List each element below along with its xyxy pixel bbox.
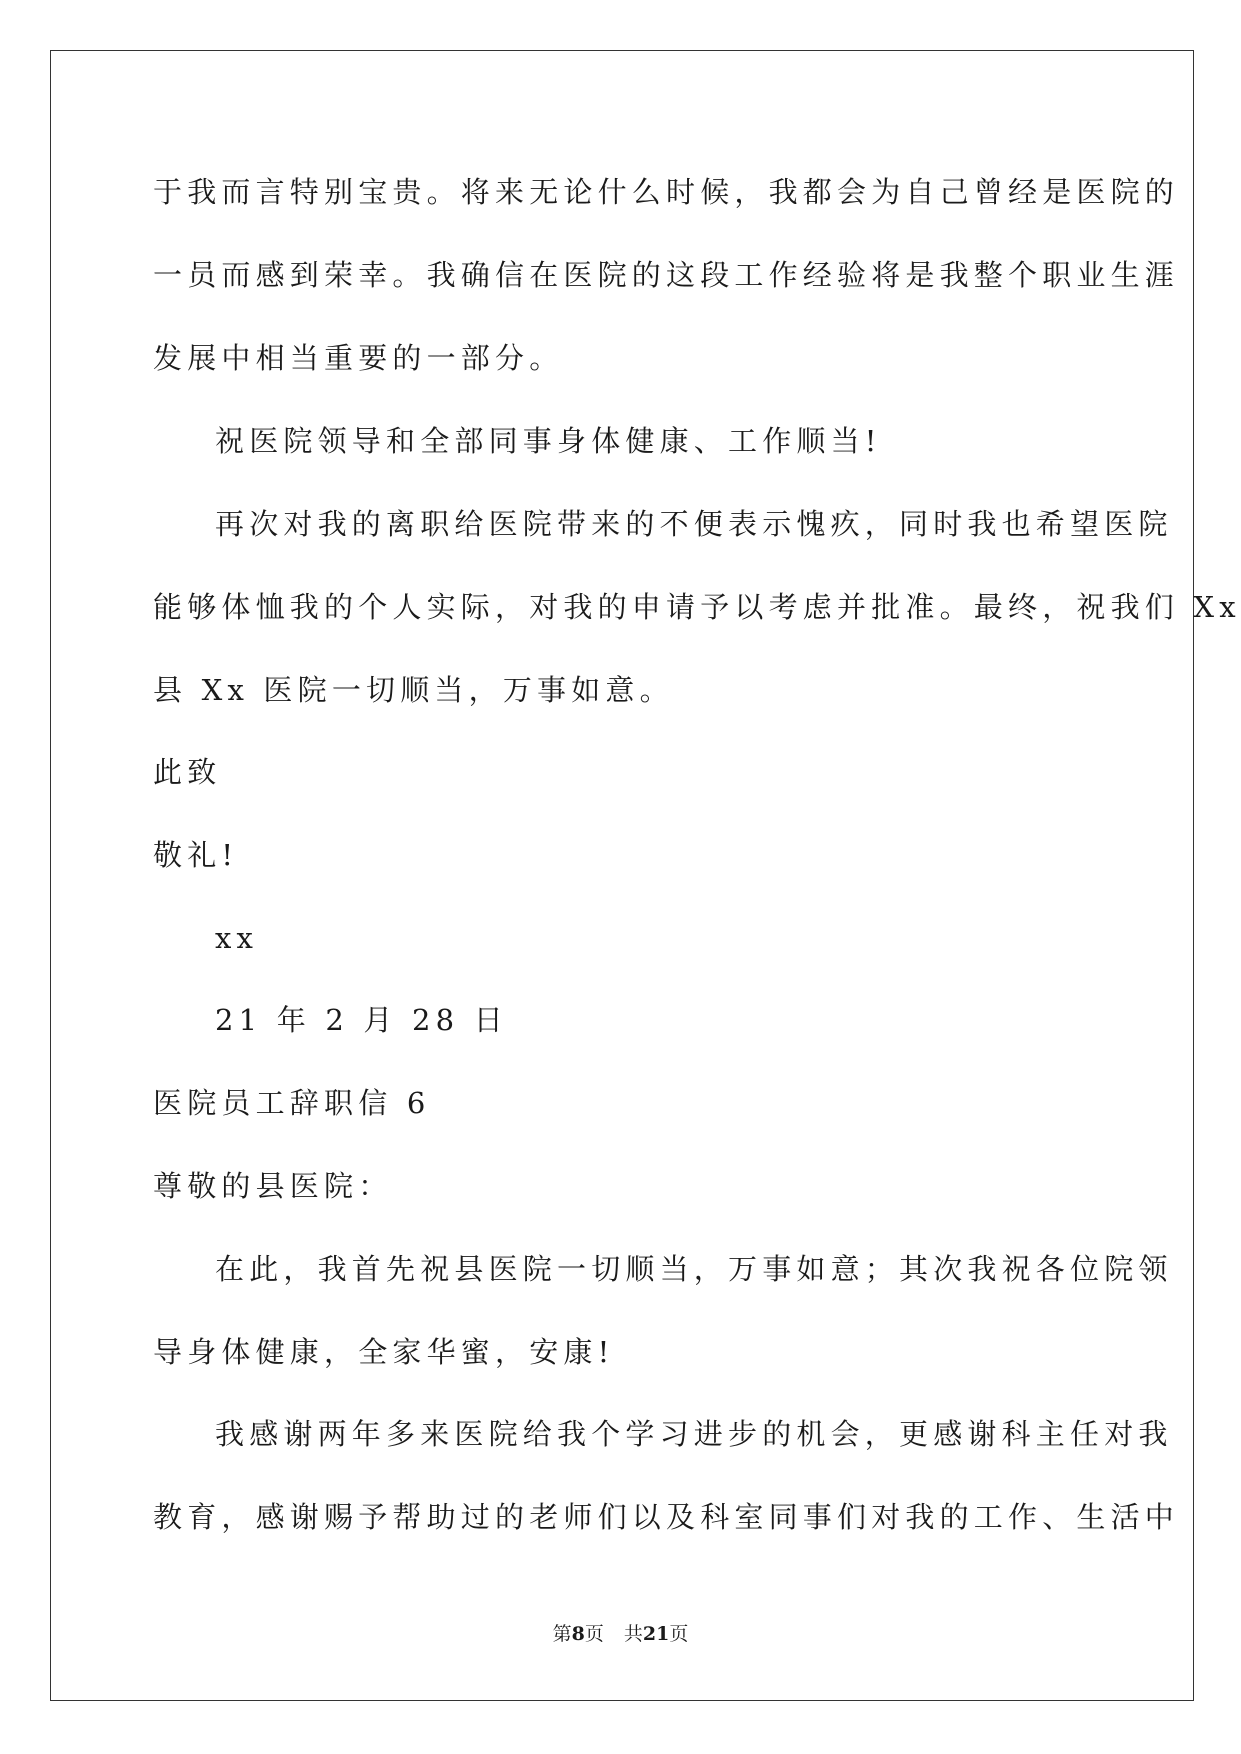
- body-line-11: 教育，感谢赐予帮助过的老师们以及科室同事们对我的工作、生活中: [153, 1500, 1180, 1534]
- body-line-10: 我感谢两年多来医院给我个学习进步的机会，更感谢科主任对我: [215, 1417, 1173, 1451]
- section-heading: 医院员工辞职信 6: [153, 1086, 431, 1120]
- closing-salutation: 此致: [153, 755, 222, 789]
- body-line-1: 于我而言特别宝贵。将来无论什么时候，我都会为自己曾经是医院的: [153, 175, 1180, 209]
- page-footer: [0, 1622, 1241, 1646]
- body-line-9: 导身体健康，全家华蜜，安康!: [153, 1335, 615, 1369]
- closing-regards: 敬礼!: [153, 838, 239, 872]
- footer-page-suffix: 页: [584, 1623, 604, 1645]
- footer-total-prefix: 共: [623, 1623, 643, 1645]
- footer-total-pages: 21: [642, 1623, 670, 1645]
- letter-greeting: 尊敬的县医院：: [153, 1169, 393, 1203]
- body-line-4: 祝医院领导和全部同事身体健康、工作顺当!: [215, 424, 882, 458]
- body-line-2: 一员而感到荣幸。我确信在医院的这段工作经验将是我整个职业生涯: [153, 258, 1180, 292]
- signature-date: 21 年 2 月 28 日: [215, 1003, 508, 1037]
- body-line-5: 再次对我的离职给医院带来的不便表示愧疚，同时我也希望医院: [215, 507, 1173, 541]
- signature-name: xx: [215, 921, 259, 955]
- body-line-7: 县 Xx 医院一切顺当，万事如意。: [153, 673, 674, 707]
- body-line-8: 在此，我首先祝县医院一切顺当，万事如意；其次我祝各位院领: [215, 1252, 1173, 1286]
- body-line-6: 能够体恤我的个人实际，对我的申请予以考虑并批准。最终，祝我们 Xx: [153, 590, 1241, 624]
- footer-page-number: 8: [571, 1623, 585, 1645]
- footer-page-prefix: 第: [552, 1623, 572, 1645]
- footer-total-suffix: 页: [669, 1623, 689, 1645]
- body-line-3: 发展中相当重要的一部分。: [153, 341, 564, 375]
